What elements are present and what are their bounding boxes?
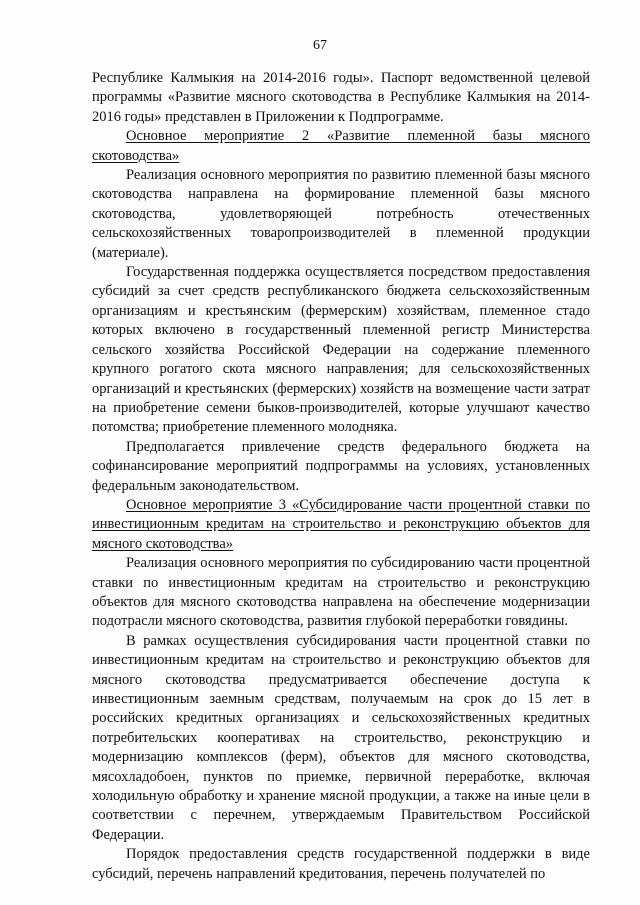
page-number: 67 xyxy=(313,38,327,53)
paragraph-intro: Республике Калмыкия на 2014-2016 годы». Паспорт ведомственной целевой программы «Развитие мясного скотоводства в Республике Калмыкия на 2014-2016 годы» представлен в Приложении к Подпрограмме. xyxy=(92,70,590,125)
paragraph: Предполагается привлечение средств федерального бюджета на софинансирование мероприятий подпрограммы на условиях, установленных федеральным законодательством. xyxy=(92,438,590,494)
paragraph: В рамках осуществления субсидирования части процентной ставки по инвестиционным кредитам на строительство и реконструкцию объектов для мясного скотоводства предусматривается обеспечение доступа к инвестиционным заемным средствам, получаемым на срок до 15 лет в российских кредитных организациях и сельскохозяйственных кредитных потребительских кооперативах на строительство, реконструкцию и модернизацию комплексов (ферм), объектов для мясного скотоводства, мясохладобоен, пунктов по приемке, первичной переработке, включая холодильную обработку и хранение мясной продукции, а также на иные цели в соответствии с перечнем, утверждаемым Правительством Российской Федерации. xyxy=(92,632,590,843)
section-heading-measure-2: Основное мероприятие 2 «Развитие племенной базы мясного скотоводства» xyxy=(92,128,590,164)
document-body xyxy=(92,69,590,884)
paragraph: Реализация основного мероприятия по субсидированию части процентной ставки по инвестиционным кредитам на строительство и реконструкцию объектов для мясного скотоводства направлена на обеспечение модернизации подотрасли мясного скотоводства, развития глубокой переработки говядины. xyxy=(92,555,590,630)
paragraph: Реализация основного мероприятия по развитию племенной базы мясного скотоводства направлена на формирование племенной базы мясного скотоводства, удовлетворяющей потребность отечественных сельскохозяйственных товаропроизводителей в племенной продукции (материале). xyxy=(92,167,590,261)
paragraph: Государственная поддержка осуществляется посредством предоставления субсидий за счет средств республиканского бюджета сельскохозяйственным организациям и крестьянским (фермерским) хозяйствам, племенное стадо которых включено в государственный племенной регистр Министерства сельского хозяйства Российской Федерации на содержание племенного крупного рогатого скота мясного направления; для сельскохозяйственных организаций и крестьянских (фермерских) хозяйств на возмещение части затрат на приобретение семени быков-производителей, которые улучшают качество потомства; приобретение племенного молодняка. xyxy=(92,264,590,436)
section-heading-measure-3: Основное мероприятие 3 «Субсидирование части процентной ставки по инвестиционным кредитам на строительство и реконструкцию объектов для мясного скотоводства» xyxy=(92,496,590,552)
paragraph: Порядок предоставления средств государственной поддержки в виде субсидий, перечень направлений кредитования, перечень получателей по xyxy=(92,846,590,882)
